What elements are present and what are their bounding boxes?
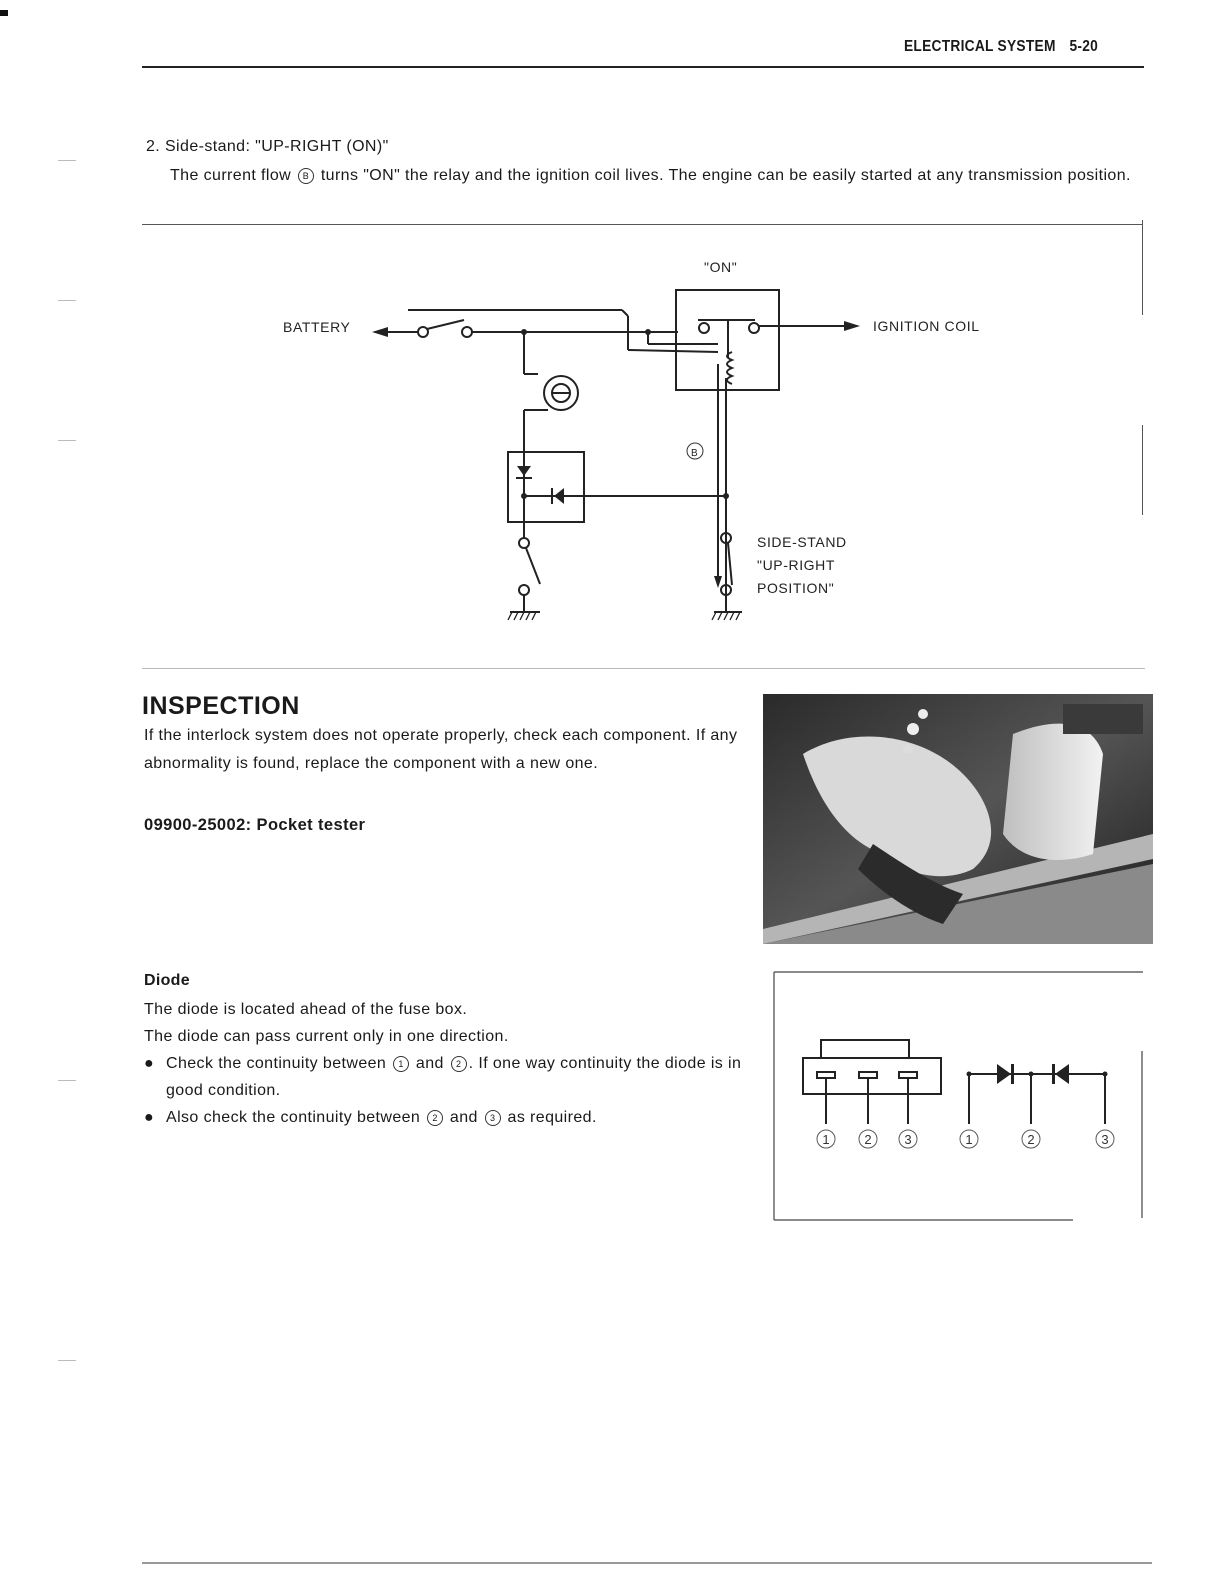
- terminal-3-label: 3: [904, 1132, 912, 1147]
- bullet-1-text-c: . If one way continuity the diode is in good condition.: [166, 1055, 742, 1099]
- label-on: "ON": [704, 259, 738, 275]
- margin-tick: [58, 1360, 76, 1361]
- step-label: 2. Side-stand: "UP-RIGHT (ON)": [146, 138, 389, 155]
- paragraph-text-start: The current flow: [170, 167, 296, 184]
- diode-terminal-diagram: [773, 966, 1147, 1222]
- diode-title: Diode: [144, 972, 190, 989]
- inspection-title: INSPECTION: [142, 692, 300, 720]
- terminal-marker: 3: [485, 1110, 501, 1126]
- page-header: [904, 38, 1110, 56]
- diode-bullet-1: [144, 1050, 764, 1104]
- margin-tick: [58, 160, 76, 161]
- margin-tick: [58, 300, 76, 301]
- margin-tick: [58, 1080, 76, 1081]
- bullet-symbol: ●: [144, 1109, 155, 1126]
- terminal-marker: 2: [427, 1110, 443, 1126]
- schematic-terminal-1-label: 1: [965, 1132, 973, 1147]
- schematic-terminal-2-label: 2: [1027, 1132, 1035, 1147]
- schematic-terminal-3-label: 3: [1101, 1132, 1109, 1147]
- section-title: ELECTRICAL SYSTEM: [904, 38, 1056, 55]
- tool-reference: 09900-25002: Pocket tester: [144, 816, 366, 834]
- marker-b: B: [298, 168, 314, 184]
- terminal-1-label: 1: [822, 1132, 830, 1147]
- label-side-stand: SIDE-STAND: [757, 534, 847, 550]
- bullet-2-text-c: as required.: [502, 1109, 597, 1126]
- side-stand-paragraph: [170, 162, 1150, 190]
- margin-tick: [58, 440, 76, 441]
- diode-bullet-2: [144, 1104, 764, 1131]
- paragraph-text-end: turns "ON" the relay and the ignition coil lives. The engine can be easily started at any transmission position.: [315, 167, 1131, 184]
- bullet-2-text-b: and: [445, 1109, 483, 1126]
- label-up-right: "UP-RIGHT: [757, 557, 836, 573]
- terminal-marker: 1: [393, 1056, 409, 1072]
- corner-mark: [0, 10, 8, 16]
- header-rule: [142, 66, 1144, 68]
- diode-text: [144, 996, 764, 1131]
- label-ignition-coil: IGNITION COIL: [873, 318, 980, 334]
- bottom-rule: [142, 1562, 1152, 1564]
- inspection-photo: [763, 694, 1153, 944]
- figure-top-rule: [142, 224, 1142, 225]
- bullet-1-text-b: and: [411, 1055, 449, 1072]
- inspection-text: If the interlock system does not operate properly, check each component. If any abnormality is found, replace the component with a new one.: [144, 727, 738, 772]
- interlock-circuit-diagram: [270, 240, 1030, 640]
- bullet-1-text-a: Check the continuity between: [166, 1055, 392, 1072]
- terminal-2-label: 2: [864, 1132, 872, 1147]
- label-b: B: [691, 448, 699, 459]
- figure-right-rule: [1142, 220, 1143, 315]
- figure-bottom-rule: [142, 668, 1145, 669]
- diode-line-2: The diode can pass current only in one direction.: [144, 1028, 509, 1045]
- page-number: 5-20: [1069, 38, 1099, 55]
- terminal-marker: 2: [451, 1056, 467, 1072]
- label-battery: BATTERY: [283, 319, 351, 335]
- figure-right-rule: [1142, 425, 1143, 515]
- label-position: POSITION": [757, 580, 835, 596]
- bullet-2-text-a: Also check the continuity between: [166, 1109, 426, 1126]
- diode-line-1: The diode is located ahead of the fuse box.: [144, 1001, 468, 1018]
- bullet-symbol: ●: [144, 1055, 155, 1072]
